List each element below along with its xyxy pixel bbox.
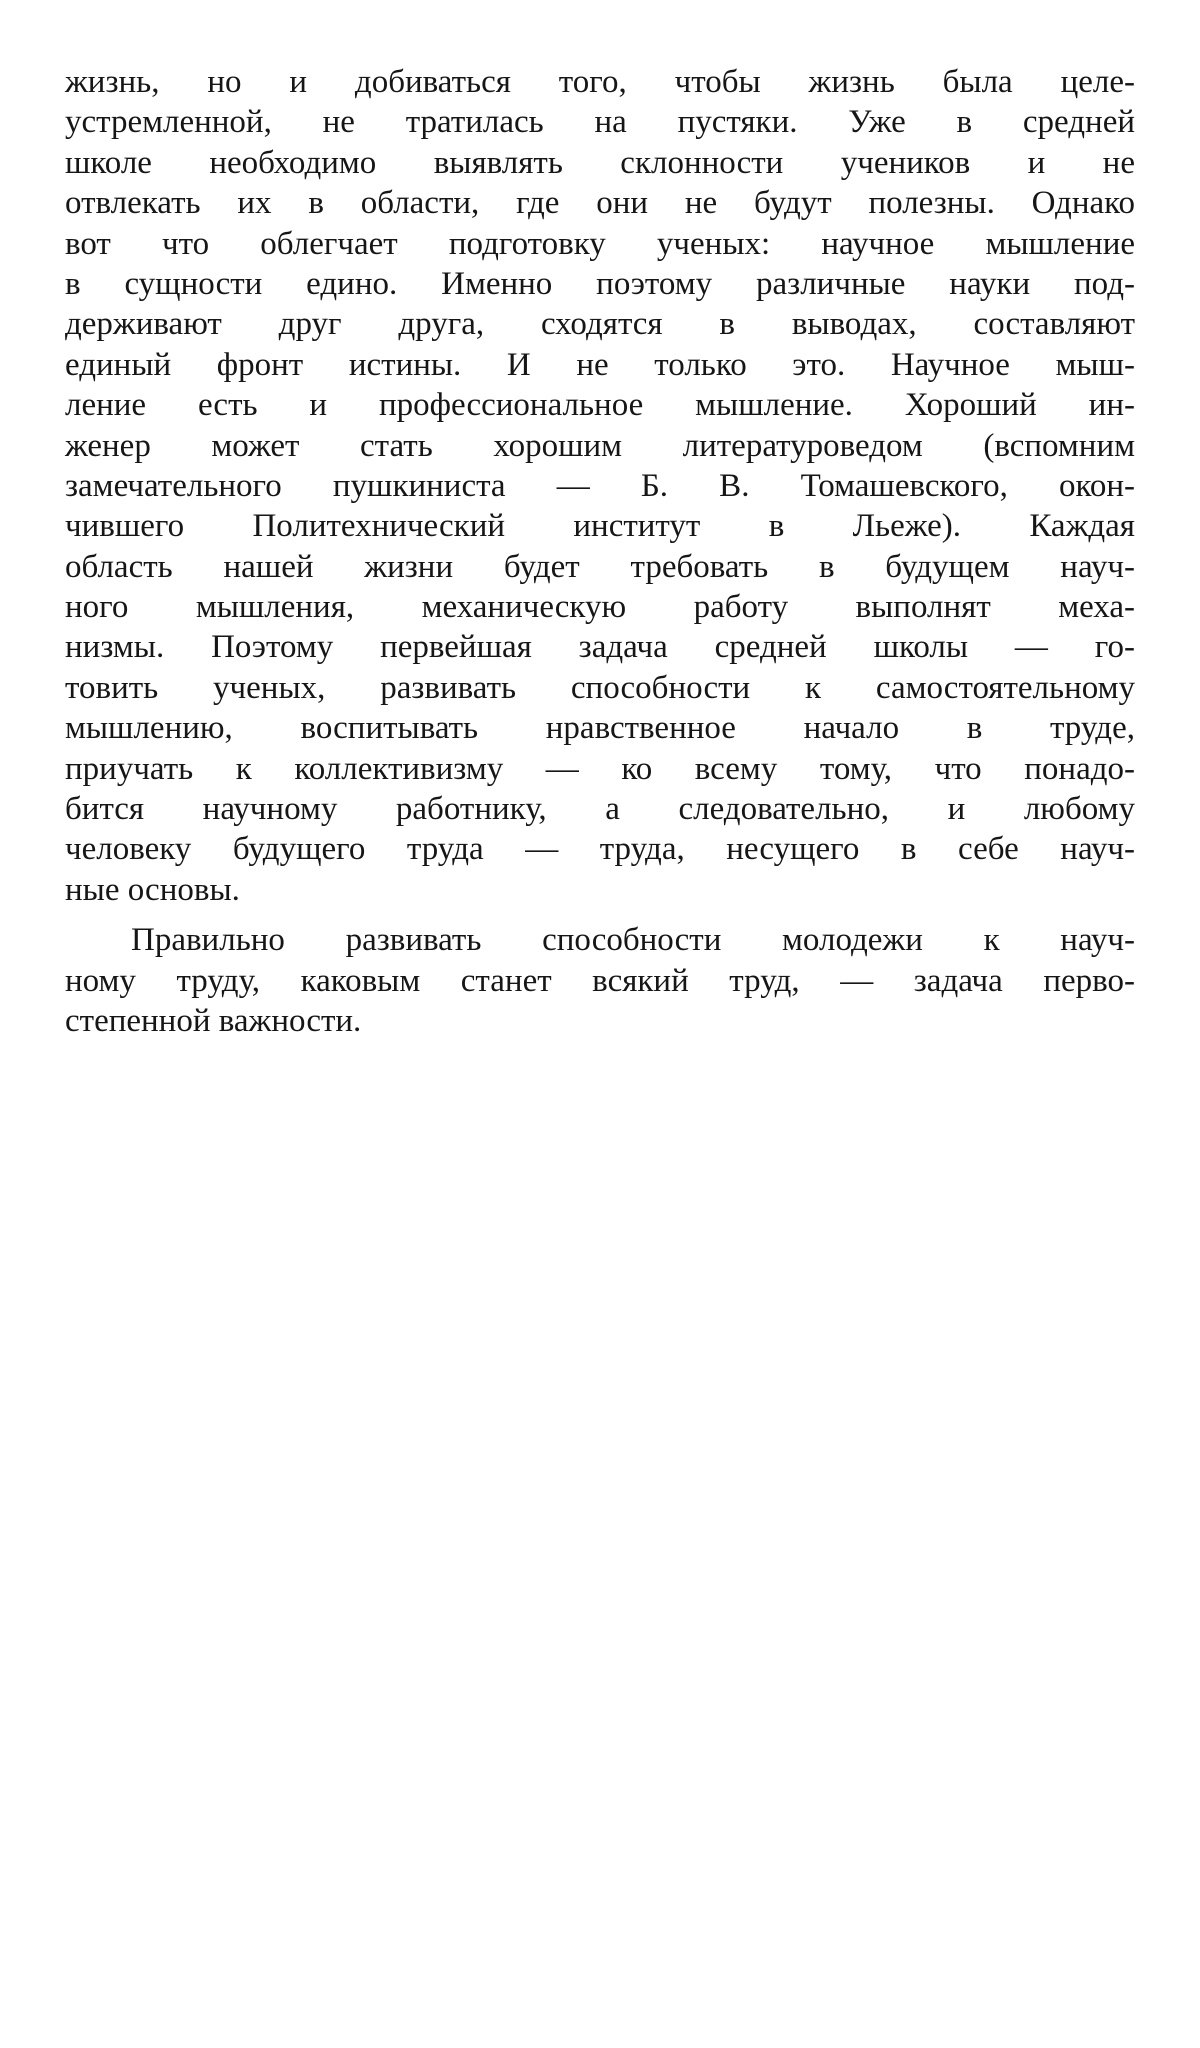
text-line: степенной важности. (65, 1002, 362, 1039)
text-line: мышлению, воспитывать нравственное начало в труде, (65, 710, 1135, 747)
text-line: в сущности едино. Именно поэтому различные науки под- (65, 265, 1135, 302)
text-line: товить ученых, развивать способности к самостоятельному (65, 669, 1135, 706)
text-line: ного мышления, механическую работу выполнят меха- (65, 589, 1135, 626)
text-line: ные основы. (65, 871, 240, 908)
text-line: чившего Политехнический институт в Льеже). Каждая (65, 508, 1135, 545)
text-line: держивают друг друга, сходятся в выводах, составляют (65, 306, 1135, 343)
text-line: школе необходимо выявлять склонности учеников и не (65, 144, 1135, 181)
text-line: приучать к коллективизму — ко всему тому, что понадо- (65, 750, 1135, 787)
text-line: область нашей жизни будет требовать в будущем науч- (65, 548, 1135, 585)
text-line: человеку будущего труда — труда, несущего в себе науч- (65, 831, 1135, 868)
text-line: Правильно развивать способности молодежи к науч- (131, 922, 1135, 959)
paragraph-1 (65, 62, 1135, 910)
text-line: единый фронт истины. И не только это. Научное мыш- (65, 346, 1135, 383)
paragraph-2 (65, 920, 1135, 1041)
text-line: ление есть и профессиональное мышление. Хороший ин- (65, 387, 1135, 424)
text-line: жизнь, но и добиваться того, чтобы жизнь была целе- (65, 64, 1135, 100)
text-line: женер может стать хорошим литературоведом (вспомним (65, 427, 1135, 464)
text-line: бится научному работнику, а следовательно, и любому (65, 791, 1135, 828)
document-text (65, 62, 1135, 1041)
text-line: отвлекать их в области, где они не будут полезны. Однако (65, 185, 1135, 222)
text-line: ному труду, каковым станет всякий труд, — задача перво- (65, 962, 1135, 999)
text-line: низмы. Поэтому первейшая задача средней школы — го- (65, 629, 1135, 666)
text-line: замечательного пушкиниста — Б. В. Томашевского, окон- (65, 467, 1135, 504)
text-line: вот что облегчает подготовку ученых: научное мышление (65, 225, 1135, 262)
text-line: устремленной, не тратилась на пустяки. Уже в средней (65, 104, 1135, 141)
